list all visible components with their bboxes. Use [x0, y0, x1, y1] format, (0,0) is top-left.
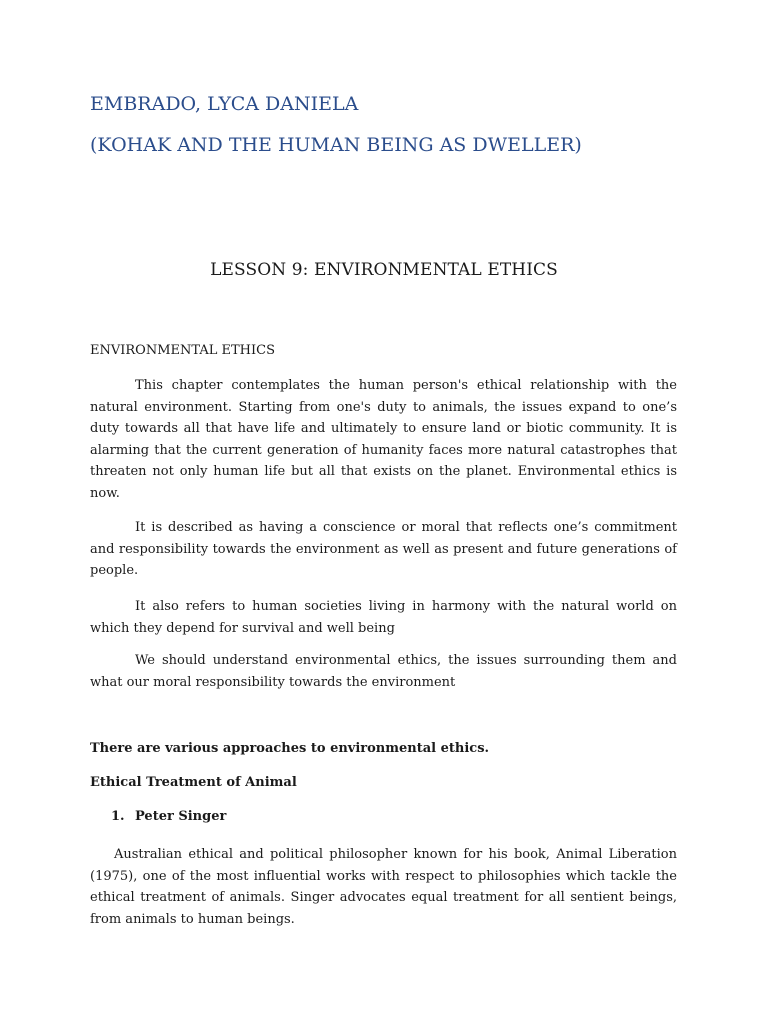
section-heading: ENVIRONMENTAL ETHICS — [90, 343, 275, 358]
document-subtitle: (KOHAK AND THE HUMAN BEING AS DWELLER) — [90, 134, 582, 156]
list-item-peter-singer — [111, 809, 226, 824]
paragraph-conscience: It is described as having a conscience or moral that reflects one’s commitment and responsibility towards the environment as well as present and future generations of people. — [90, 520, 677, 579]
lesson-title: LESSON 9: ENVIRONMENTAL ETHICS — [210, 260, 558, 280]
author-name: EMBRADO, LYCA DANIELA — [90, 93, 359, 115]
approaches-heading: There are various approaches to environmental ethics. — [90, 741, 490, 756]
paragraph-intro: This chapter contemplates the human person's ethical relationship with the natural environment. Starting from one's duty to animals, the issues expand to one’s duty towards all that have life and ultimately to ensure land or biotic community. It is alarming that the current generation of humanity faces more natural catastrophes that threaten not only human life but all that exists on the planet. Environmental ethics is now. — [90, 378, 677, 501]
paragraph-singer: Australian ethical and political philosopher known for his book, Animal Liberation (1975), one of the most influential works with respect to philosophies which tackle the ethical treatment of animals. Singer advocates equal treatment for all sentient beings, from animals to human beings. — [90, 847, 677, 927]
list-number: 1. — [111, 809, 125, 824]
paragraph-understand: We should understand environmental ethics, the issues surrounding them and what our moral responsibility towards the environment — [90, 653, 677, 690]
paragraph-harmony: It also refers to human societies living in harmony with the natural world on which they depend for survival and well being — [90, 599, 677, 636]
ethical-treatment-heading: Ethical Treatment of Animal — [90, 775, 297, 790]
list-label: Peter Singer — [135, 809, 227, 824]
